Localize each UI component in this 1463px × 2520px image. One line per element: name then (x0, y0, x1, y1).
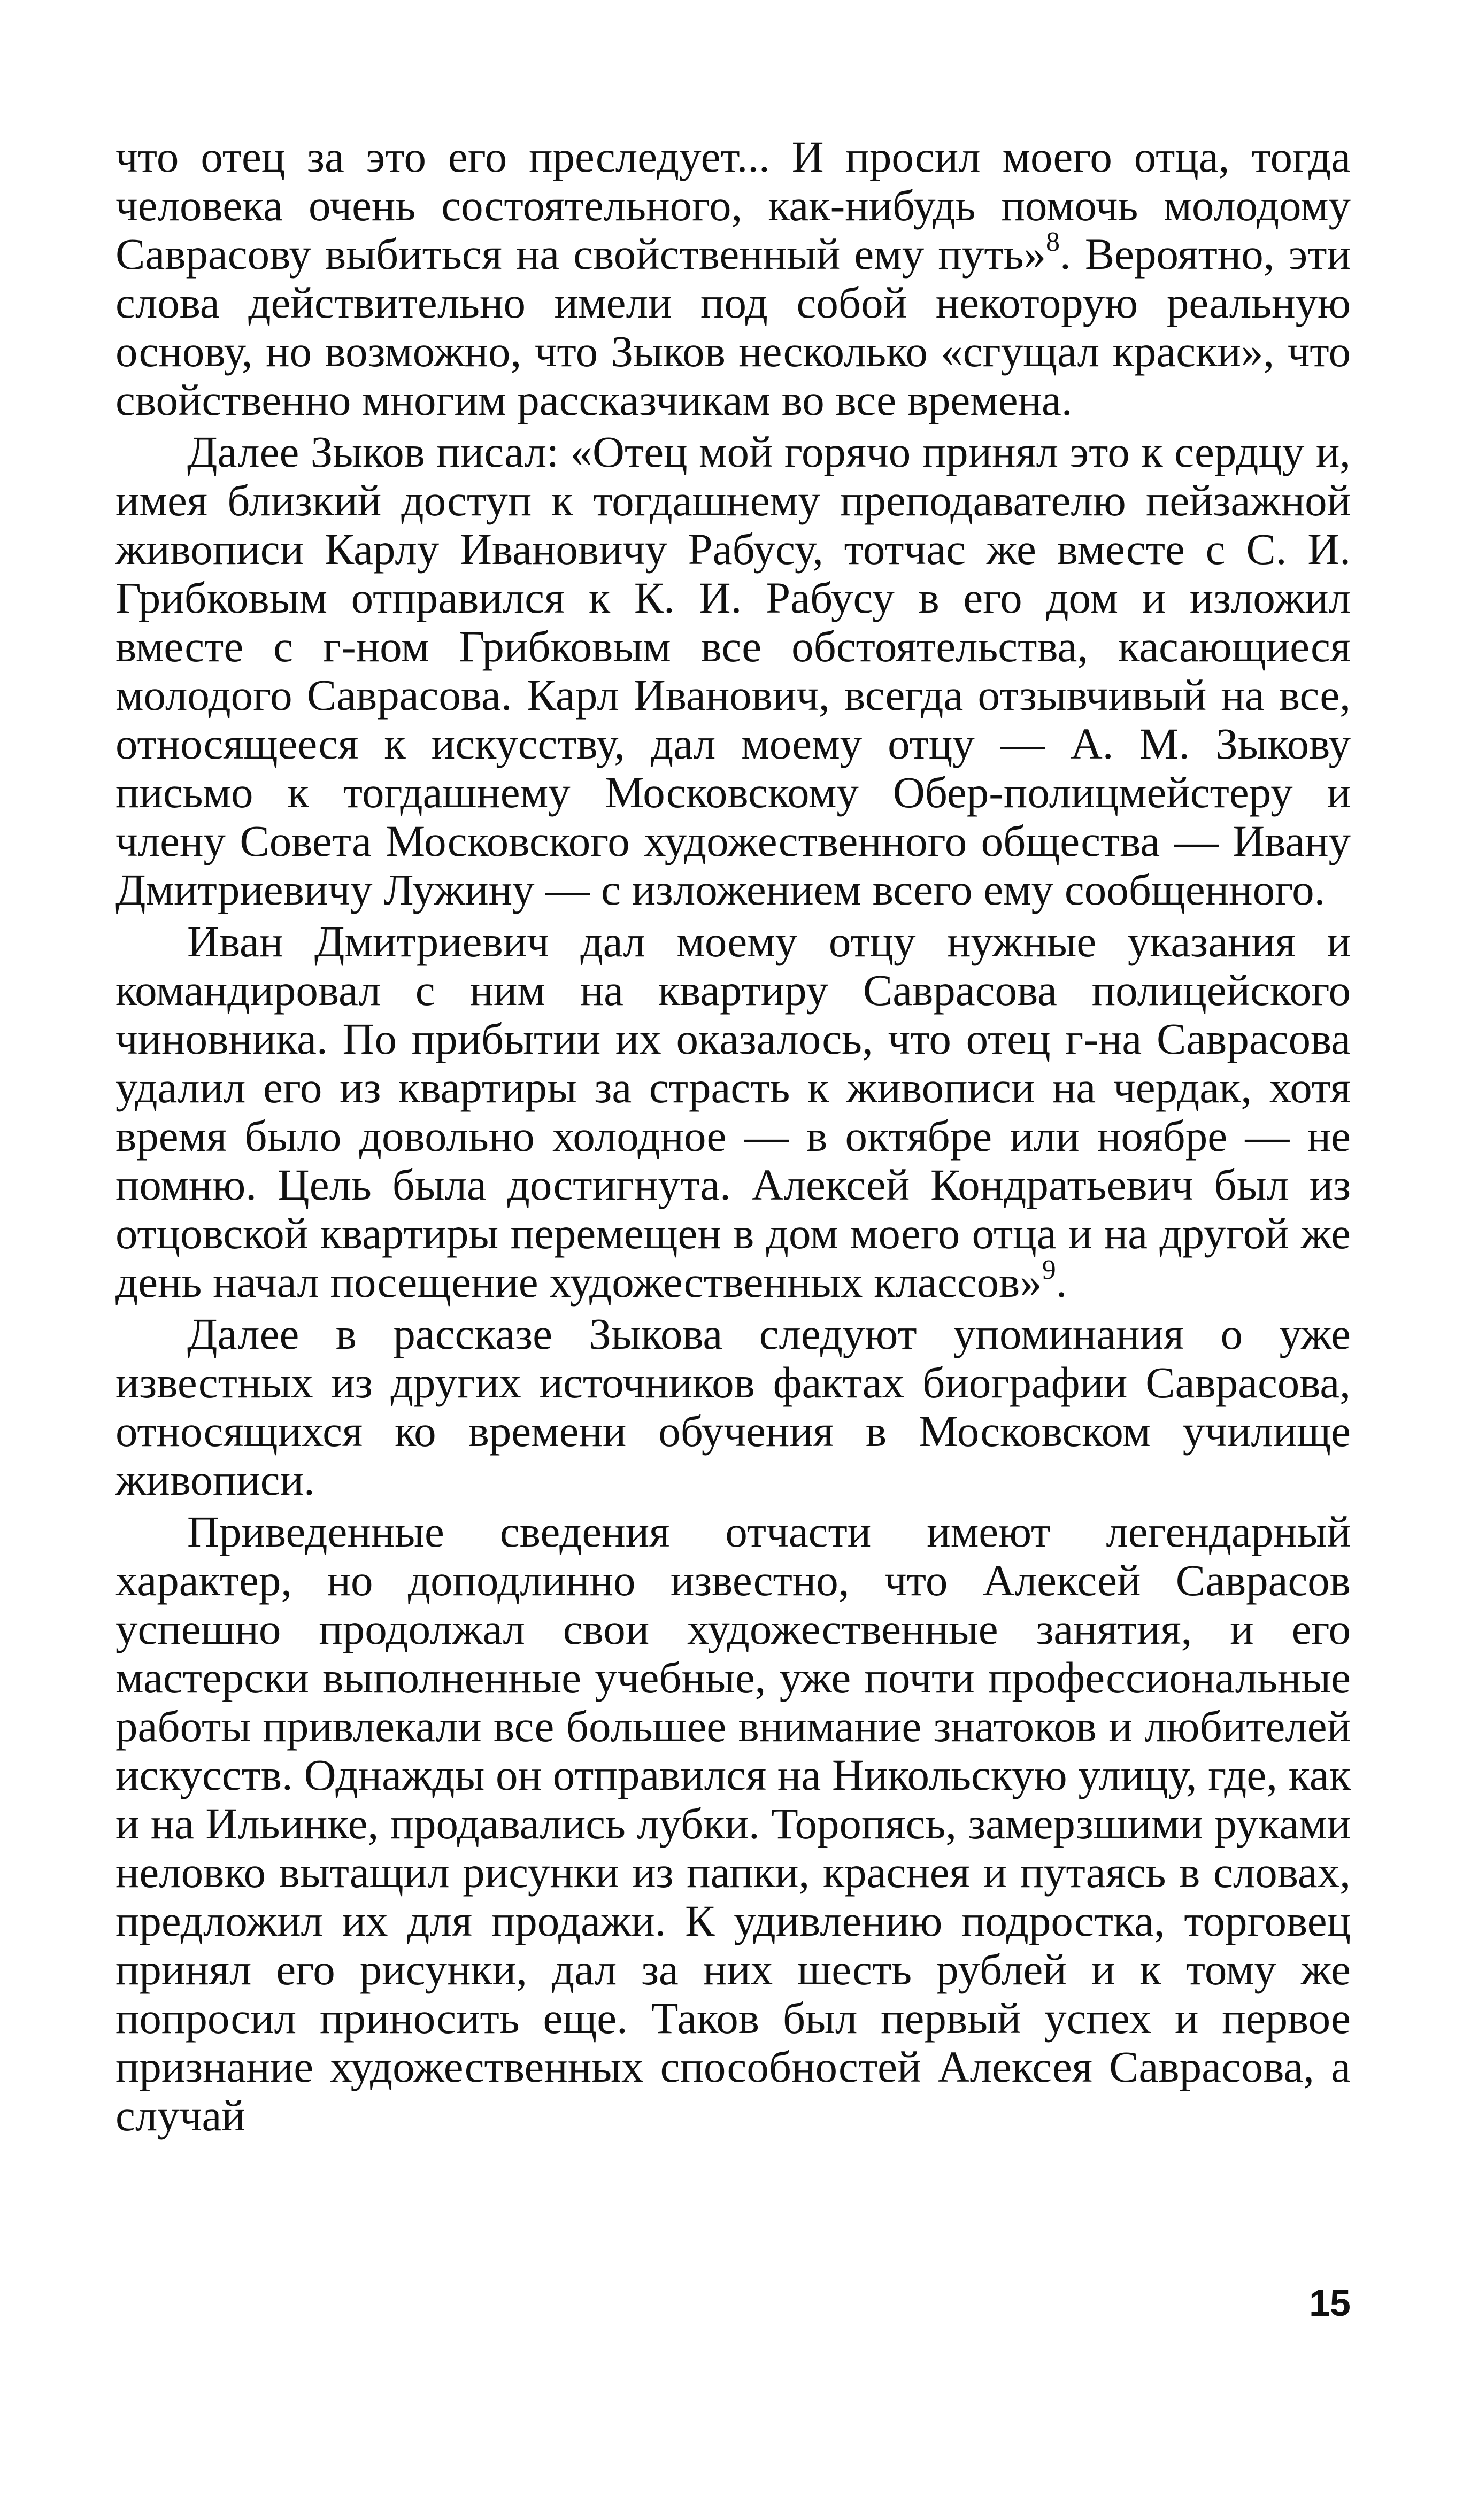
footnote-ref: 9 (1042, 1255, 1056, 1285)
text-run: Далее в рассказе Зыкова следуют упоминания о уже известных из других источников фактах биографии Саврасова, относящихся ко времени обучения в Московском училище живописи. (116, 1309, 1351, 1504)
body-text (116, 133, 1351, 2140)
page-number: 15 (1309, 2282, 1351, 2324)
text-run: Далее Зыков писал: «Отец мой горячо принял это к сердцу и, имея близкий доступ к тогдашнему преподавателю пейзажной живописи Карлу Ивановичу Рабусу, тотчас же вместе с С. И. Грибковым отправился к К. И. Рабусу в его дом и изложил вместе с г-ном Грибковым все обстоятельства, касающиеся молодого Саврасова. Карл Иванович, всегда отзывчивый на все, относящееся к искусству, дал моему отцу — А. М. Зыкову письмо к тогдашнему Московскому Обер-полицмейстеру и члену Совета Московского художественного общества — Ивану Дмитриевичу Лужину — с изложением всего ему сообщенного. (116, 427, 1351, 914)
text-run: . Вероятно, эти слова действительно имели под собой некоторую реальную основу, но возможно, что Зыков несколько «сгущал краски», что свойственно многим рассказчикам во все времена. (116, 229, 1351, 424)
text-run: . (1056, 1257, 1067, 1307)
paragraph (116, 133, 1351, 424)
text-run: Приведенные сведения отчасти имеют легендарный характер, но доподлинно известно, что Алексей Саврасов успешно продолжал свои художественные занятия, и его мастерски выполненные учебные, уже почти профессиональные работы привлекали все большее внимание знатоков и любителей искусств. Однажды он отправился на Никольскую улицу, где, как и на Ильинке, продавались лубки. Торопясь, замерзшими руками неловко вытащил рисунки из папки, краснея и путаясь в словах, предложил их для продажи. К удивлению подростка, торговец принял его рисунки, дал за них шесть рублей и к тому же попросил приносить еще. Таков был первый успех и первое признание художественных способностей Алексея Саврасова, а случай (116, 1507, 1351, 2140)
paragraph (116, 428, 1351, 914)
text-run: что отец за это его преследует... И просил моего отца, тогда человека очень состоятельного, как-нибудь помочь молодому Саврасову выбиться на свойственный ему путь» (116, 132, 1351, 279)
paragraph (116, 1508, 1351, 2140)
paragraph (116, 917, 1351, 1307)
text-run: Иван Дмитриевич дал моему отцу нужные указания и командировал с ним на квартиру Саврасова полицейского чиновника. По прибытии их оказалось, что отец г-на Саврасова удалил его из квартиры за страсть к живописи на чердак, хотя время было довольно холодное — в октябре или ноябре — не помню. Цель была достигнута. Алексей Кондратьевич был из отцовской квартиры перемещен в дом моего отца и на другой же день начал посещение художественных классов» (116, 917, 1351, 1307)
paragraph (116, 1310, 1351, 1504)
footnote-ref: 8 (1045, 227, 1060, 257)
